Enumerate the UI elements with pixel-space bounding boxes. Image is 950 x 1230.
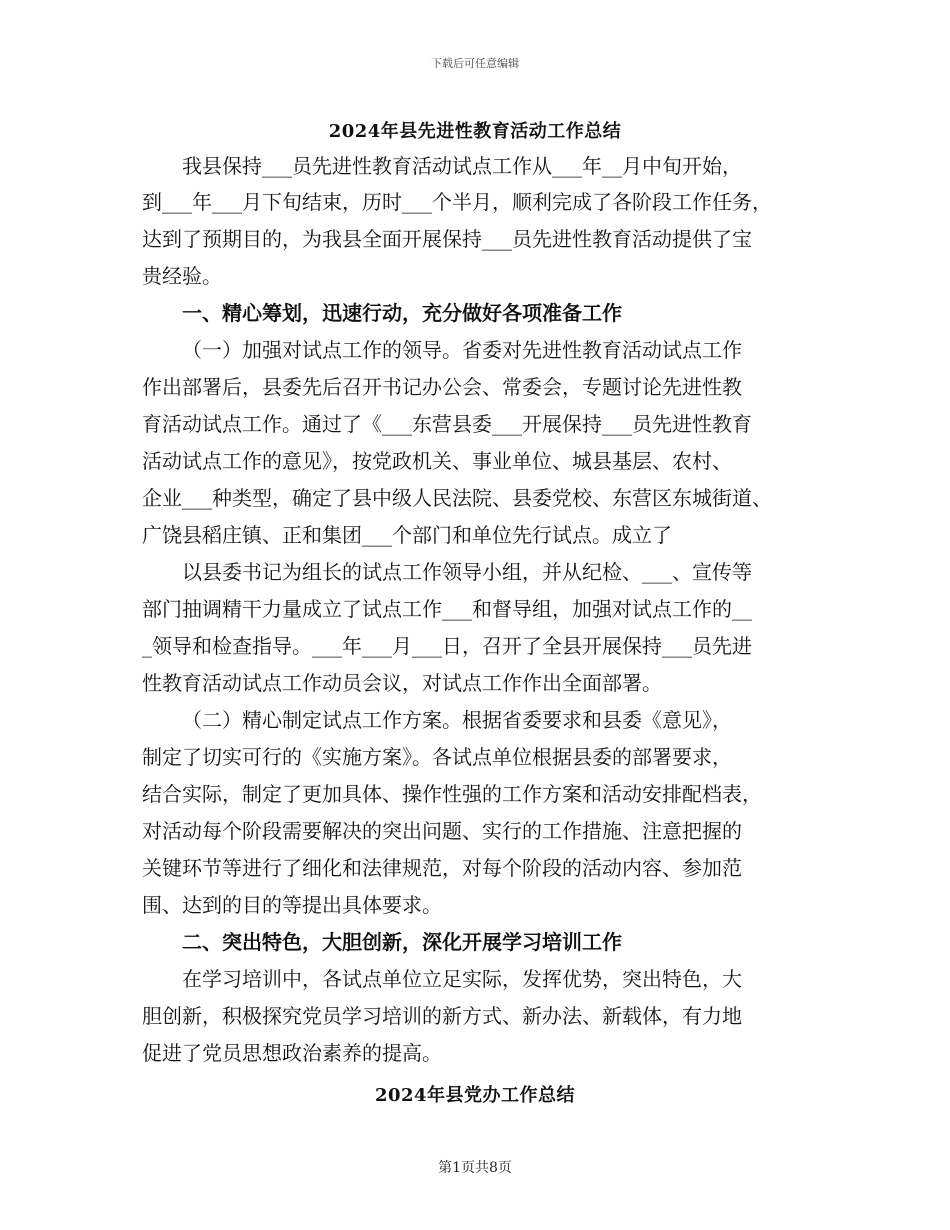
paragraph-line: _领导和检查指导。___年___月___日，召开了全县开展保持___员先进 xyxy=(142,634,752,658)
paragraph-line: 在学习培训中，各试点单位立足实际，发挥优势，突出特色，大 xyxy=(182,967,742,991)
paragraph-line: 活动试点工作的意见》，按党政机关、事业单位、城县基层、农村、 xyxy=(142,449,732,473)
paragraph-line: 对活动每个阶段需要解决的突出问题、实行的工作措施、注意把握的 xyxy=(142,819,742,843)
paragraph-line: 我县保持___员先进性教育活动试点工作从___年__月中旬开始， xyxy=(182,154,742,178)
paragraph-line: 制定了切实可行的《实施方案》。各试点单位根据县委的部署要求， xyxy=(142,745,732,769)
paragraph-line: 部门抽调精干力量成立了试点工作___和督导组，加强对试点工作的__ xyxy=(142,597,752,621)
section-heading-2: 二、突出特色，大胆创新，深化开展学习培训工作 xyxy=(182,930,622,954)
paragraph-line: 结合实际，制定了更加具体、操作性强的工作方案和活动安排配档表， xyxy=(142,782,762,806)
paragraph-line: 企业___种类型，确定了县中级人民法院、县委党校、东营区东城街道、 xyxy=(142,486,772,510)
paragraph-line: 以县委书记为组长的试点工作领导小组，并从纪检、___、宣传等 xyxy=(182,560,752,584)
paragraph-line: （二）精心制定试点工作方案。根据省委要求和县委《意见》， xyxy=(182,708,732,732)
page-number-footer: 第1页共8页 xyxy=(438,1160,512,1176)
paragraph-line: 胆创新，积极探究党员学习培训的新方式、新办法、新载体，有力地 xyxy=(142,1004,742,1028)
paragraph-line: 达到了预期目的，为我县全面开展保持___员先进性教育活动提供了宝 xyxy=(142,227,752,251)
section-heading-1: 一、精心筹划，迅速行动，充分做好各项准备工作 xyxy=(182,301,622,325)
paragraph-line: （一）加强对试点工作的领导。省委对先进性教育活动试点工作 xyxy=(182,338,742,362)
second-document-title: 2024年县党办工作总结 xyxy=(374,1085,576,1106)
paragraph-line: 贵经验。 xyxy=(142,264,222,288)
paragraph-line: 关键环节等进行了细化和法律规范，对每个阶段的活动内容、参加范 xyxy=(142,856,742,880)
paragraph-line: 育活动试点工作。通过了《___东营县委___开展保持___员先进性教育 xyxy=(142,412,752,436)
paragraph-line: 围、达到的目的等提出具体要求。 xyxy=(142,893,442,917)
header-note: 下载后可任意编辑 xyxy=(431,57,519,70)
paragraph-line: 广饶县稻庄镇、正和集团___个部门和单位先行试点。成立了 xyxy=(142,523,672,547)
document-title: 2024年县先进性教育活动工作总结 xyxy=(328,121,622,142)
paragraph-line: 到___年___月下旬结束，历时___个半月，顺利完成了各阶段工作任务， xyxy=(142,190,772,214)
paragraph-line: 性教育活动试点工作动员会议，对试点工作作出全面部署。 xyxy=(142,671,662,695)
paragraph-line: 促进了党员思想政治素养的提高。 xyxy=(142,1041,442,1065)
paragraph-line: 作出部署后，县委先后召开书记办公会、常委会，专题讨论先进性教 xyxy=(142,375,742,399)
